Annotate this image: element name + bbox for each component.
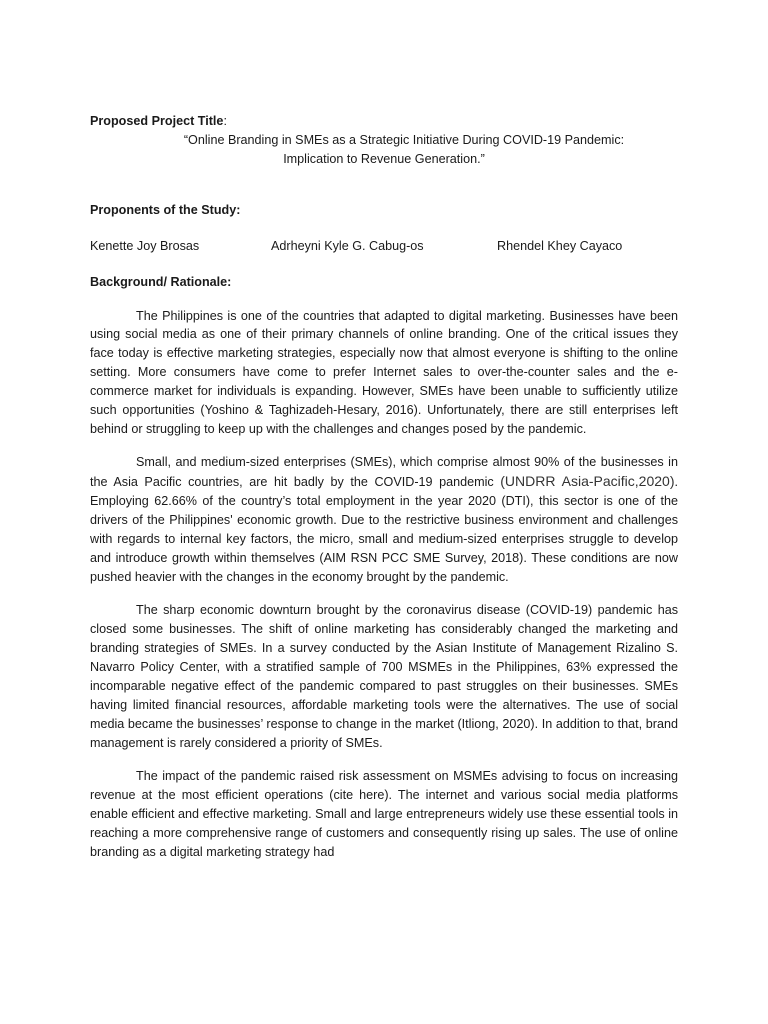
project-title-heading: [90, 112, 678, 131]
background-paragraph-1: The Philippines is one of the countries that adapted to digital marketing. Businesses have been using social media as one of their primary channels of online branding. One of the critical issues they face today is effective marketing strategies, especially now that almost everyone is shifting to the online setting. More consumers have come to prefer Internet sales to over-the-counter sales and the e-commerce market for individuals is expanding. However, SMEs have been unable to sufficiently utilize such opportunities (Yoshino & Taghizadeh-Hesary, 2016). Unfortunately, there are still enterprises left behind or struggling to keep up with the challenges and changes posed by the pandemic.: [90, 308, 678, 436]
undrr-citation: (UNDRR Asia-Pacific,2020): [500, 473, 675, 490]
paragraph-2-text-end: . Employing 62.66% of the country’s total employment in the year 2020 (DTI), this sector is one of the drivers of the Philippines' economic growth. Due to the restrictive business environment and challenges with regards to internal key factors, the micro, small and medium-sized enterprises struggle to develop and introduce growth within themselves (AIM RSN PCC SME Survey, 2018). These conditions are now pushed heavier with the changes in the economy brought by the pandemic.: [90, 475, 678, 584]
paragraph-2-text-start: Small, and medium-sized enterprises (SMEs), which comprise almost 90% of the businesses in the Asia Pacific countries, are hit badly by the COVID-19 pandemic: [90, 455, 678, 490]
proponents-heading: Proponents of the Study:: [90, 202, 241, 217]
project-title-label: Proposed Project Title: [90, 114, 224, 128]
proponent-name: Adrheyni Kyle G. Cabug-os: [271, 238, 424, 253]
background-paragraph-3: The sharp economic downturn brought by the coronavirus disease (COVID-19) pandemic has closed some businesses. The shift of online marketing has considerably changed the marketing and branding strategies of SMEs. In a survey conducted by the Asian Institute of Management Rizalino S. Navarro Policy Center, with a stratified sample of 700 MSMEs in the Philippines, 63% expressed the incomparable negative effect of the pandemic compared to past struggles on their businesses. SMEs having limited financial resources, affordable marketing tools were the alternatives. The use of social media became the businesses’ response to change in the market (Itliong, 2020). In addition to that, brand management is rarely considered a priority of SMEs.: [90, 603, 678, 750]
proponent-name: Rhendel Khey Cayaco: [497, 238, 623, 253]
project-title-line-2: Implication to Revenue Generation.”: [283, 151, 485, 166]
background-paragraph-2: [90, 453, 678, 586]
background-paragraph-4: The impact of the pandemic raised risk assessment on MSMEs advising to focus on increasing revenue at the most efficient operations (cite here). The internet and various social media platforms enable efficient and effective marketing. Small and large entrepreneurs widely use these essential tools in reaching a more comprehensive range of customers and consequently rising up sales. The use of online branding as a digital marketing strategy had: [90, 768, 678, 859]
proponent-name: Kenette Joy Brosas: [90, 238, 200, 253]
proponents-list: [90, 237, 678, 256]
background-heading: Background/ Rationale:: [90, 274, 232, 289]
project-title-colon: :: [223, 114, 227, 128]
document-content: [90, 112, 678, 862]
project-title-line-1: “Online Branding in SMEs as a Strategic Initiative During COVID-19 Pandemic:: [183, 132, 625, 147]
